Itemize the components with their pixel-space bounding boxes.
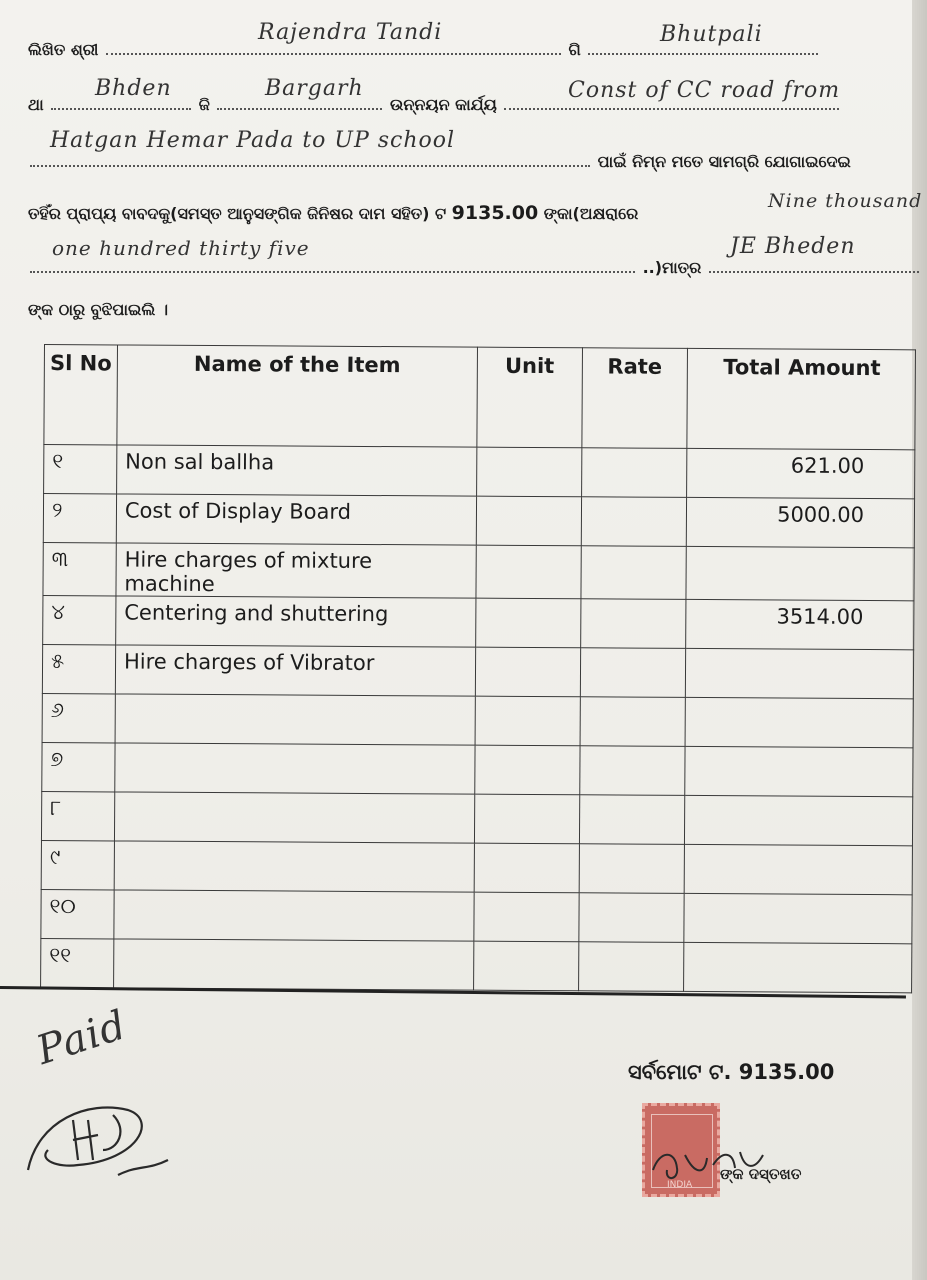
table-row — [41, 840, 912, 894]
table-header-row — [44, 345, 916, 450]
unit-cell — [476, 545, 581, 599]
unit-cell — [476, 598, 581, 648]
total-cell — [684, 942, 912, 992]
handwritten-words: Nine thousand — [768, 190, 923, 212]
line2-work-label: ଉନ୍ନୟନ କାର୍ଯ୍ୟ — [390, 95, 497, 114]
rate-cell — [581, 497, 687, 547]
handwritten-work: Const of CC road from — [568, 78, 841, 103]
table-row — [44, 445, 915, 499]
paid-note: Paid — [31, 1002, 133, 1074]
header-item-name: Name of the Item — [117, 345, 478, 447]
line4-text: ତହିଁର ପ୍ରାପ୍ୟ ବାବଦକୁ(ସମସ୍ତ ଆନୁସଙ୍ଗିକ ଜିନିଷର ଦାମ ସହିତ) ଟ — [28, 204, 447, 223]
header-rate: Rate — [582, 348, 688, 449]
sl-cell: ୪ — [43, 595, 116, 644]
total-cell: 621.00 — [687, 448, 915, 498]
line-3 — [28, 152, 851, 172]
item-name-cell: Hire charges of mixture machine — [116, 543, 476, 598]
table-row — [41, 938, 912, 992]
total-cell: 5000.00 — [686, 497, 914, 547]
line4-amount: 9135.00 — [451, 202, 539, 224]
sl-cell: ୭ — [42, 742, 115, 791]
line-5 — [28, 258, 921, 278]
line3-dots — [30, 163, 590, 167]
line1-village-prefix: ଗି — [568, 40, 581, 59]
rate-cell — [580, 648, 686, 698]
item-name-cell: Hire charges of Vibrator — [115, 645, 475, 696]
sl-cell: ୫ — [42, 644, 115, 693]
signature-label: ଙ୍କ ଦସ୍ତଖତ — [720, 1165, 802, 1183]
item-name-cell — [114, 841, 474, 892]
rate-cell — [579, 795, 685, 845]
handwritten-district: Bargarh — [265, 76, 364, 101]
table-row — [41, 791, 912, 845]
line2-dist-prefix: ଜି — [198, 95, 210, 114]
sl-cell: ୩ — [43, 542, 116, 595]
total-cell — [685, 746, 913, 796]
table-body — [41, 445, 915, 993]
handwritten-receiver: JE Bheden — [730, 234, 856, 259]
rate-cell — [579, 893, 685, 943]
rate-cell — [581, 448, 687, 498]
handwritten-block: Bhden — [95, 76, 172, 101]
handwritten-words-cont: one hundred thirty five — [52, 236, 310, 260]
rate-cell — [580, 599, 686, 649]
unit-cell — [473, 941, 578, 991]
line5-dots — [30, 269, 635, 273]
line-4 — [28, 202, 638, 224]
items-table — [40, 344, 916, 993]
table-row — [41, 889, 912, 943]
line1-dots-2 — [588, 51, 818, 55]
total-cell — [685, 648, 913, 698]
item-name-cell: Non sal ballha — [117, 445, 477, 496]
sl-cell: ୯ — [41, 840, 114, 889]
table-row — [43, 542, 914, 600]
item-name-cell — [115, 743, 475, 794]
total-cell — [685, 795, 913, 845]
line5-end: ..)ମାତ୍ର — [642, 258, 702, 277]
sl-cell: ୧୦ — [41, 889, 114, 938]
item-name-cell — [114, 890, 474, 941]
sl-cell: ୧୧ — [41, 938, 114, 987]
rate-cell — [580, 697, 686, 747]
table-row — [42, 742, 913, 796]
line-6: ଙ୍କ ଠାରୁ ବୁଝିପାଇଲି । — [28, 300, 169, 319]
item-name-cell — [115, 694, 475, 745]
line1-dots — [106, 51, 561, 55]
rate-cell — [579, 746, 685, 796]
unit-cell — [475, 696, 580, 746]
total-cell — [684, 844, 912, 894]
sl-cell: ୬ — [42, 693, 115, 742]
handwritten-village: Bhutpali — [660, 22, 763, 47]
total-cell — [685, 697, 913, 747]
table-row — [42, 644, 913, 698]
line4-words-label: ଙ୍କା(ଅକ୍ଷରାରେ — [543, 204, 639, 223]
unit-cell — [475, 745, 580, 795]
rate-cell — [579, 844, 685, 894]
line2-dots-2 — [217, 106, 382, 110]
unit-cell — [474, 843, 579, 893]
item-name-cell — [113, 939, 473, 990]
rate-cell — [578, 942, 684, 992]
table-row — [43, 595, 914, 649]
table-row — [42, 693, 913, 747]
stamp-text: INDIA — [667, 1180, 693, 1190]
item-name-cell: Centering and shuttering — [116, 596, 476, 647]
item-name-cell — [114, 792, 474, 843]
unit-cell — [476, 496, 581, 546]
sl-cell: ୨ — [43, 494, 116, 543]
total-cell — [686, 546, 914, 600]
line2-dots-3 — [504, 106, 839, 110]
line2-dots-1 — [51, 106, 191, 110]
item-name-cell: Cost of Display Board — [116, 494, 476, 545]
unit-cell — [474, 892, 579, 942]
grand-total: ସର୍ବମୋଟ ଟ. 9135.00 — [628, 1060, 835, 1084]
sl-cell: ୧ — [44, 445, 117, 494]
header-total-amount: Total Amount — [687, 348, 915, 449]
handwritten-name: Rajendra Tandi — [258, 20, 443, 45]
line2-label: ଥା — [28, 95, 44, 114]
line5-dots-2 — [709, 269, 919, 273]
table-row — [43, 494, 914, 548]
unit-cell — [474, 794, 579, 844]
rate-cell — [581, 546, 687, 600]
total-cell: 3514.00 — [686, 599, 914, 649]
header-sl-no: Sl No — [44, 345, 118, 445]
line1-label: ଲିଖିତ ଶ୍ରୀ — [28, 40, 99, 59]
line3-tail: ପାଇଁ ନିମ୍ନ ମତେ ସାମଗ୍ରି ଯୋଗାଇଦେଇ — [597, 152, 851, 171]
handwritten-work-cont: Hatgan Hemar Pada to UP school — [50, 128, 456, 153]
header-unit: Unit — [477, 347, 582, 448]
total-cell — [684, 893, 912, 943]
sl-cell: ୮ — [41, 791, 114, 840]
unit-cell — [475, 647, 580, 697]
signature-scribble — [18, 1080, 178, 1190]
unit-cell — [476, 447, 581, 497]
